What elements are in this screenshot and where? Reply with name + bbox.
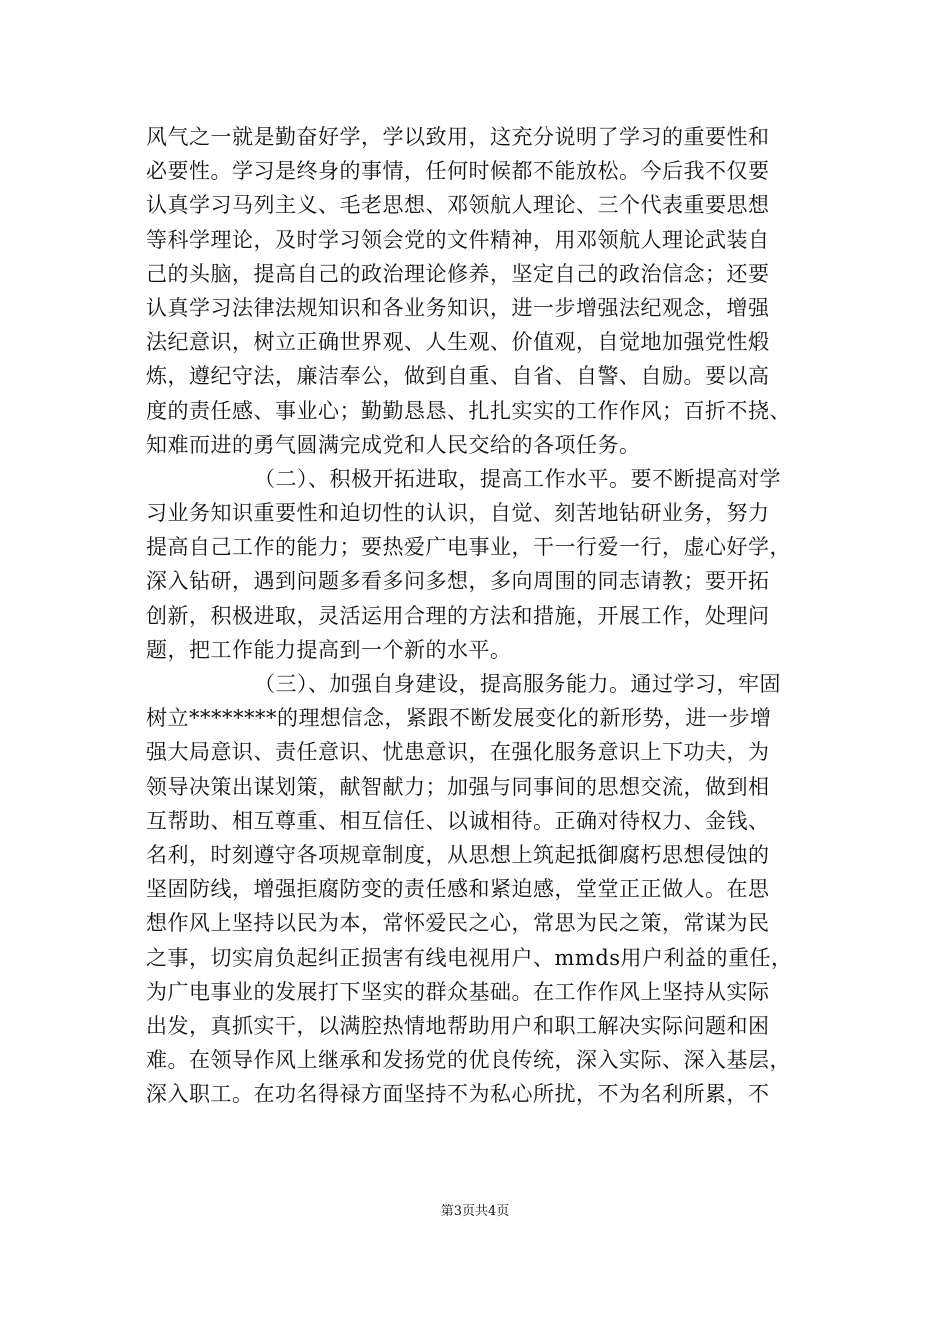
text-line: 深入职工。在功名得禄方面坚持不为私心所扰，不为名利所累，不 <box>146 1082 770 1107</box>
page-footer <box>0 1203 950 1221</box>
text-line: 创新，积极进取，灵活运用合理的方法和措施，开展工作，处理问 <box>146 603 770 628</box>
section-heading-line: （二）、积极开拓进取，提高工作水平。要不断提高对学 <box>254 466 781 491</box>
text-line: 己的头脑，提高自己的政治理论修养，坚定自己的政治信念；还要 <box>146 261 770 286</box>
text-line: 强大局意识、责任意识、忧患意识，在强化服务意识上下功夫，为 <box>146 740 770 765</box>
text-line: 之事，切实肩负起纠正损害有线电视用户、mmds用户利益的重任， <box>146 945 793 970</box>
section-heading-line: （三）、加强自身建设，提高服务能力。通过学习，牢固 <box>254 672 781 696</box>
text-line: 必要性。学习是终身的事情，任何时候都不能放松。今后我不仅要 <box>146 159 770 184</box>
text-line: 出发，真抓实干，以满腔热情地帮助用户和职工解决实际问题和困 <box>146 1013 770 1038</box>
text-line: 互帮助、相互尊重、相互信任、以诚相待。正确对待权力、金钱、 <box>146 808 770 833</box>
text-line: 想作风上坚持以民为本，常怀爱民之心，常思为民之策，常谋为民 <box>146 911 770 936</box>
text-line: 难。在领导作风上继承和发扬党的优良传统，深入实际、深入基层， <box>146 1048 791 1073</box>
text-line: 领导决策出谋划策，献智献力；加强与同事间的思想交流，做到相 <box>146 774 770 799</box>
text-line: 等科学理论，及时学习领会党的文件精神，用邓领航人理论武装自 <box>146 227 770 252</box>
text-line: 法纪意识，树立正确世界观、人生观、价值观，自觉地加强党性煅 <box>146 330 770 355</box>
text-line: 坚固防线，增强拒腐防变的责任感和紧迫感，堂堂正正做人。在思 <box>146 877 770 902</box>
text-line: 名利，时刻遵守各项规章制度，从思想上筑起抵御腐朽思想侵蚀的 <box>146 842 770 867</box>
text-line: 树立********的理想信念，紧跟不断发展变化的新形势，进一步增 <box>146 706 772 731</box>
footer-middle: 页共 <box>461 1204 488 1219</box>
text-line: 认真学习法律法规知识和各业务知识，进一步增强法纪观念，增强 <box>146 295 770 320</box>
document-body <box>146 120 810 1111</box>
text-line: 风气之一就是勤奋好学，学以致用，这充分说明了学习的重要性和 <box>146 125 770 149</box>
footer-prefix: 第 <box>440 1204 454 1219</box>
text-line: 为广电事业的发展打下坚实的群众基础。在工作作风上坚持从实际 <box>146 979 770 1004</box>
text-line: 习业务知识重要性和迫切性的认识，自觉、刻苦地钻研业务，努力 <box>146 501 770 526</box>
text-line: 知难而进的勇气圆满完成党和人民交给的各项任务。 <box>146 432 641 457</box>
footer-suffix: 页 <box>496 1204 510 1219</box>
text-line: 题，把工作能力提高到一个新的水平。 <box>146 637 512 662</box>
text-line: 度的责任感、事业心；勤勤恳恳、扎扎实实的工作作风；百折不挠、 <box>146 398 791 423</box>
text-line: 提高自己工作的能力；要热爱广电事业，干一行爱一行，虚心好学， <box>146 535 791 560</box>
text-line: 炼，遵纪守法，廉洁奉公，做到自重、自省、自警、自励。要以高 <box>146 364 770 389</box>
text-line: 认真学习马列主义、毛老思想、邓领航人理论、三个代表重要思想 <box>146 193 770 218</box>
footer-total-pages: 4 <box>488 1204 497 1219</box>
footer-current-page: 3 <box>453 1204 462 1219</box>
text-line: 深入钻研，遇到问题多看多问多想，多向周围的同志请教；要开拓 <box>146 569 770 594</box>
